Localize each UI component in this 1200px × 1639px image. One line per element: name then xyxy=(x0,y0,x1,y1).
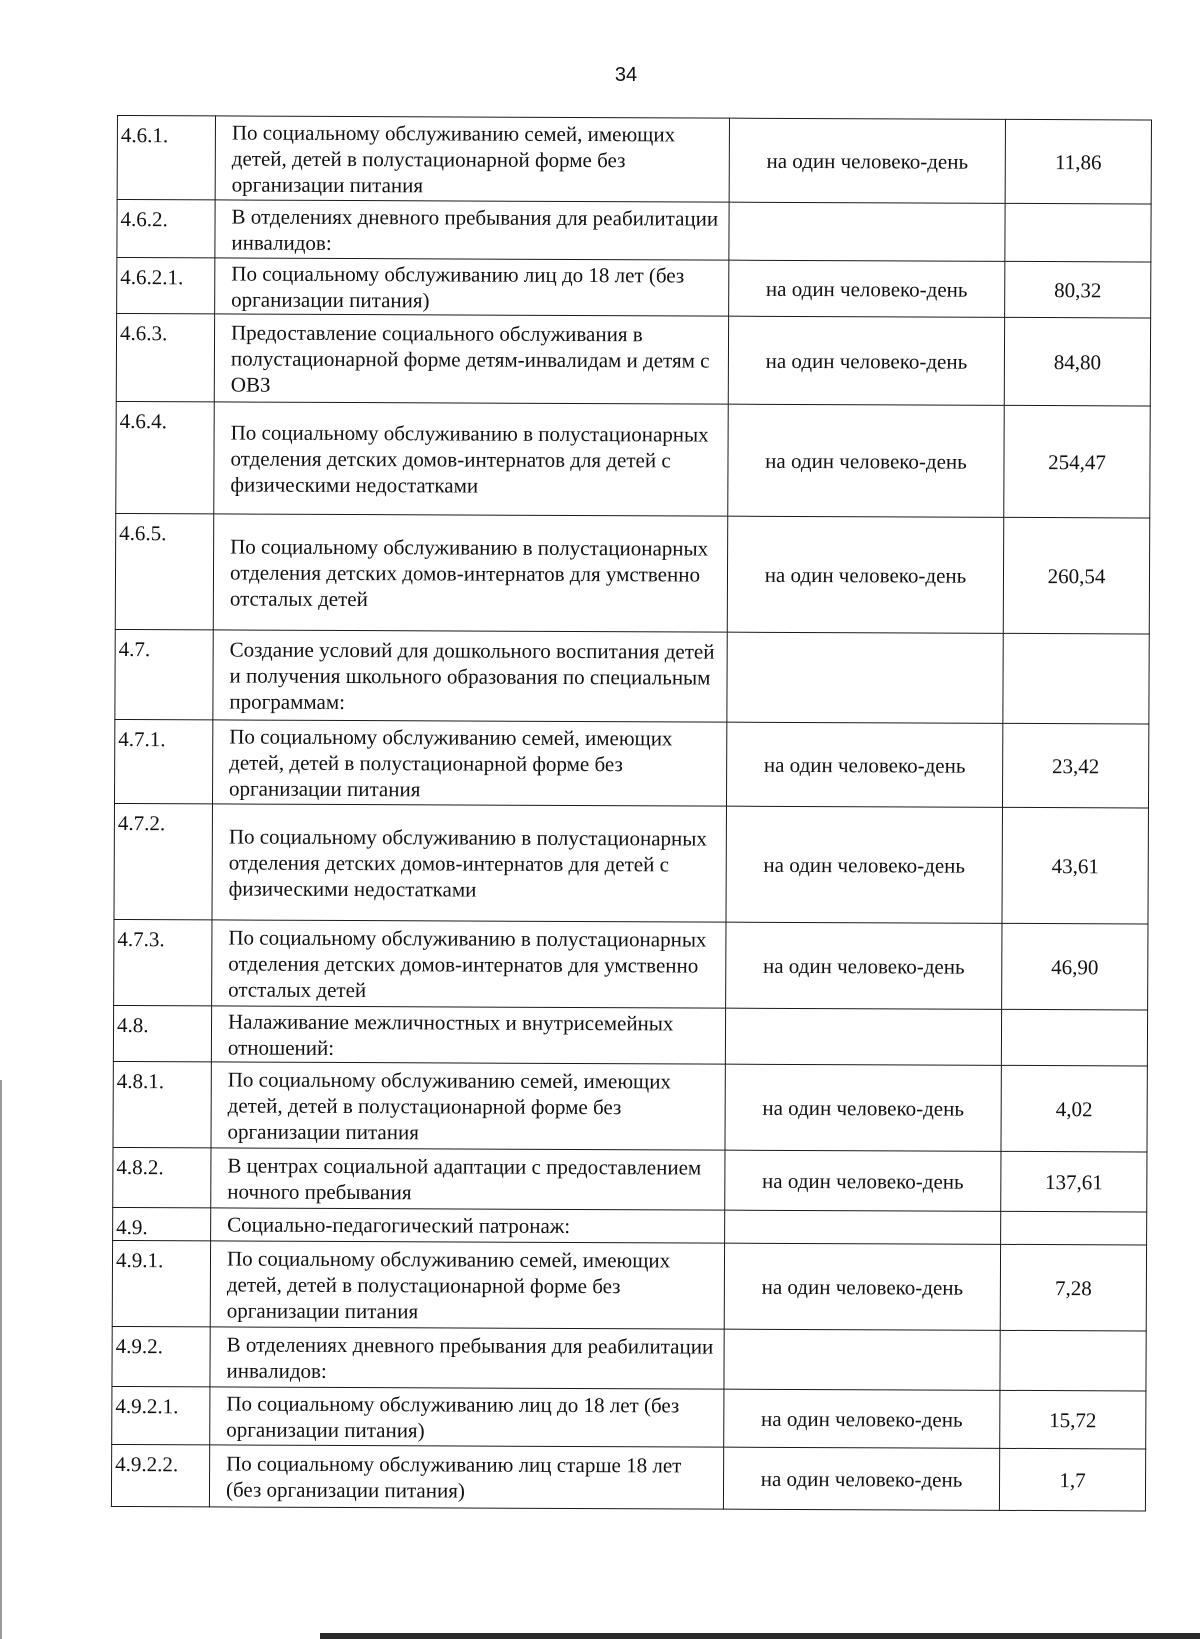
table-row xyxy=(113,1005,1147,1066)
service-name: По социальному обслуживанию в полустационарных отделения детских домов-интернатов для детей с физическими недостатками xyxy=(214,402,728,516)
row-code: 4.7. xyxy=(115,629,213,719)
tariff-value xyxy=(1003,633,1149,724)
table-row xyxy=(114,719,1148,808)
unit-of-measure xyxy=(727,632,1003,723)
tariff-value: 1,7 xyxy=(999,1448,1145,1511)
table-row xyxy=(112,1386,1146,1449)
service-name: В отделениях дневного пребывания для реабилитации инвалидов: xyxy=(215,200,729,260)
unit-of-measure: на один человеко-день xyxy=(728,316,1004,405)
table-row xyxy=(117,116,1151,205)
unit-of-measure: на один человеко-день xyxy=(724,1243,1000,1330)
table-row xyxy=(112,1240,1146,1331)
tariff-value xyxy=(1001,1211,1147,1245)
unit-of-measure: на один человеко-день xyxy=(729,260,1005,317)
row-code: 4.8.1. xyxy=(113,1061,211,1147)
unit-of-measure xyxy=(729,202,1005,261)
table-row xyxy=(116,314,1150,407)
row-code: 4.6.5. xyxy=(115,513,214,629)
tariff-value: 84,80 xyxy=(1004,317,1150,406)
tariff-value: 254,47 xyxy=(1004,405,1150,518)
service-name: По социальному обслуживанию в полустационарных отделения детских домов-интернатов для детей с физическими недостатками xyxy=(212,804,727,922)
tariff-value: 7,28 xyxy=(1000,1244,1146,1331)
tariff-value xyxy=(1000,1330,1146,1391)
service-name: В центрах социальной адаптации с предоставлением ночного пребывания xyxy=(211,1148,725,1210)
service-name: По социальному обслуживанию семей, имеющих детей, детей в полустационарной форме без организации питания xyxy=(212,720,726,806)
service-name: По социальному обслуживанию семей, имеющих детей, детей в полустационарной форме без организации питания xyxy=(215,116,729,202)
table-row xyxy=(113,1061,1147,1152)
service-name: По социальному обслуживанию семей, имеющих детей, детей в полустационарной форме без организации питания xyxy=(211,1062,725,1150)
service-name: Предоставление социального обслуживания в полустационарной форме детям-инвалидам и детям с ОВЗ xyxy=(214,314,728,404)
unit-of-measure: на один человеко-день xyxy=(727,516,1004,633)
row-code: 4.8.2. xyxy=(113,1147,211,1207)
tariff-value: 260,54 xyxy=(1003,517,1150,634)
service-name: Налаживание межличностных и внутрисемейных отношений: xyxy=(211,1006,725,1064)
unit-of-measure xyxy=(724,1329,1000,1390)
row-code: 4.9.2. xyxy=(112,1326,210,1386)
row-code: 4.9. xyxy=(113,1207,211,1240)
tariff-value: 80,32 xyxy=(1005,261,1151,318)
service-name: Социально-педагогический патронаж: xyxy=(211,1208,725,1243)
table-row xyxy=(113,1207,1147,1245)
row-code: 4.6.2.1. xyxy=(117,258,215,314)
unit-of-measure xyxy=(725,1008,1001,1065)
service-name: По социальному обслуживанию лиц старше 18 лет (без организации питания) xyxy=(209,1445,723,1509)
tariff-value xyxy=(1001,1009,1147,1066)
table-row xyxy=(117,200,1151,263)
service-name: По социальному обслуживанию в полустационарных отделения детских домов-интернатов для умственно отсталых детей xyxy=(213,514,728,632)
service-name: По социальному обслуживанию лиц до 18 лет (без организации питания) xyxy=(210,1387,724,1447)
unit-of-measure: на один человеко-день xyxy=(728,404,1004,517)
tariff-value: 4,02 xyxy=(1001,1065,1147,1152)
scan-edge-left xyxy=(0,1080,2,1639)
tariff-table xyxy=(111,115,1152,1512)
table-row xyxy=(112,1326,1146,1391)
row-code: 4.6.4. xyxy=(116,401,214,513)
service-name: По социальному обслуживанию в полустационарных отделения детских домов-интернатов для умственно отсталых детей xyxy=(212,920,726,1008)
table-row xyxy=(114,919,1148,1010)
table-row xyxy=(117,258,1151,319)
tariff-value: 137,61 xyxy=(1001,1151,1147,1212)
tariff-value: 46,90 xyxy=(1002,923,1148,1010)
table-row xyxy=(114,803,1148,924)
tariff-value: 23,42 xyxy=(1002,723,1148,808)
unit-of-measure: на один человеко-день xyxy=(725,1150,1001,1211)
table-row xyxy=(116,401,1150,518)
table-row xyxy=(113,1147,1147,1212)
unit-of-measure: на один человеко-день xyxy=(729,118,1005,203)
service-name: По социальному обслуживанию лиц до 18 лет (без организации питания) xyxy=(215,258,729,316)
scan-edge-bottom xyxy=(320,1633,1200,1639)
row-code: 4.6.1. xyxy=(117,116,215,200)
unit-of-measure: на один человеко-день xyxy=(725,1064,1001,1151)
row-code: 4.7.1. xyxy=(114,719,212,803)
unit-of-measure: на один человеко-день xyxy=(726,722,1002,807)
unit-of-measure xyxy=(725,1210,1001,1244)
service-name: По социальному обслуживанию семей, имеющих детей, детей в полустационарной форме без организации питания xyxy=(210,1241,724,1329)
unit-of-measure: на один человеко-день xyxy=(726,806,1003,923)
service-name: Создание условий для дошкольного воспитания детей и получения школьного образования по специальным программам: xyxy=(213,630,727,722)
unit-of-measure: на один человеко-день xyxy=(723,1447,999,1510)
unit-of-measure: на один человеко-день xyxy=(724,1389,1000,1448)
tariff-value xyxy=(1005,203,1151,262)
row-code: 4.8. xyxy=(113,1005,211,1061)
unit-of-measure: на один человеко-день xyxy=(726,922,1002,1009)
tariff-table-container xyxy=(111,115,1151,1511)
row-code: 4.9.2.2. xyxy=(111,1444,209,1506)
tariff-value: 11,86 xyxy=(1005,119,1151,204)
row-code: 4.7.2. xyxy=(114,803,213,919)
table-row xyxy=(111,1444,1145,1511)
row-code: 4.6.3. xyxy=(116,314,214,402)
table-row xyxy=(115,629,1149,724)
service-name: В отделениях дневного пребывания для реабилитации инвалидов: xyxy=(210,1327,724,1389)
page-number: 34 xyxy=(614,64,638,86)
row-code: 4.6.2. xyxy=(117,200,215,258)
tariff-value: 15,72 xyxy=(1000,1390,1146,1449)
tariff-value: 43,61 xyxy=(1002,807,1149,924)
row-code: 4.9.1. xyxy=(112,1240,210,1326)
row-code: 4.7.3. xyxy=(114,919,212,1005)
table-row xyxy=(115,513,1149,634)
row-code: 4.9.2.1. xyxy=(112,1386,210,1444)
